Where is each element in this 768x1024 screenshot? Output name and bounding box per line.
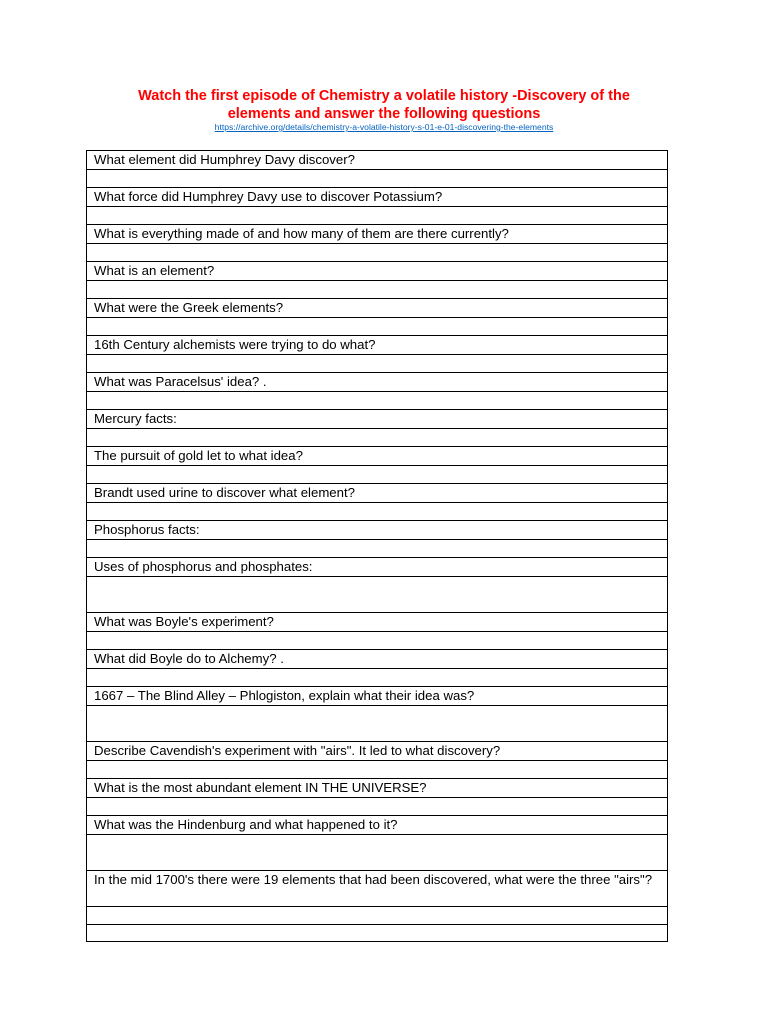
answer-row[interactable] <box>86 465 668 483</box>
answer-row[interactable] <box>86 354 668 372</box>
worksheet-title <box>0 87 768 123</box>
answer-row[interactable] <box>86 539 668 557</box>
answer-row[interactable] <box>86 668 668 686</box>
question-row: What is an element? <box>86 261 668 280</box>
question-row: Brandt used urine to discover what element? <box>86 483 668 502</box>
question-row: What is everything made of and how many of them are there currently? <box>86 224 668 243</box>
question-row: What element did Humphrey Davy discover? <box>86 150 668 169</box>
question-row: Mercury facts: <box>86 409 668 428</box>
question-row: 1667 – The Blind Alley – Phlogiston, explain what their idea was? <box>86 686 668 705</box>
answer-row[interactable] <box>86 280 668 298</box>
question-row: Uses of phosphorus and phosphates: <box>86 557 668 576</box>
question-table <box>86 150 668 942</box>
question-row: What was Paracelsus' idea? . <box>86 372 668 391</box>
answer-row[interactable] <box>86 834 668 870</box>
answer-row[interactable] <box>86 206 668 224</box>
answer-row[interactable] <box>86 317 668 335</box>
answer-row[interactable] <box>86 924 668 942</box>
question-row: The pursuit of gold let to what idea? <box>86 446 668 465</box>
answer-row[interactable] <box>86 428 668 446</box>
question-row: 16th Century alchemists were trying to do what? <box>86 335 668 354</box>
question-row: What did Boyle do to Alchemy? . <box>86 649 668 668</box>
question-row: What was Boyle's experiment? <box>86 612 668 631</box>
answer-row[interactable] <box>86 576 668 612</box>
episode-link[interactable]: https://archive.org/details/chemistry-a-volatile-history-s-01-e-01-discovering-the-elements <box>214 122 554 132</box>
question-row: What was the Hindenburg and what happened to it? <box>86 815 668 834</box>
question-row: What were the Greek elements? <box>86 298 668 317</box>
question-row: Describe Cavendish's experiment with "airs". It led to what discovery? <box>86 741 668 760</box>
answer-row[interactable] <box>86 169 668 187</box>
question-row: In the mid 1700's there were 19 elements that had been discovered, what were the three "airs"? <box>86 870 668 906</box>
title-line-1: Watch the first episode of Chemistry a volatile history -Discovery of the <box>138 88 630 104</box>
answer-row[interactable] <box>86 760 668 778</box>
answer-row[interactable] <box>86 243 668 261</box>
question-row: Phosphorus facts: <box>86 520 668 539</box>
question-row: What force did Humphrey Davy use to discover Potassium? <box>86 187 668 206</box>
answer-row[interactable] <box>86 502 668 520</box>
answer-row[interactable] <box>86 705 668 741</box>
answer-row[interactable] <box>86 631 668 649</box>
question-row: What is the most abundant element IN THE UNIVERSE? <box>86 778 668 797</box>
answer-row[interactable] <box>86 391 668 409</box>
answer-row[interactable] <box>86 906 668 924</box>
answer-row[interactable] <box>86 797 668 815</box>
title-line-2: elements and answer the following questions <box>227 106 541 122</box>
